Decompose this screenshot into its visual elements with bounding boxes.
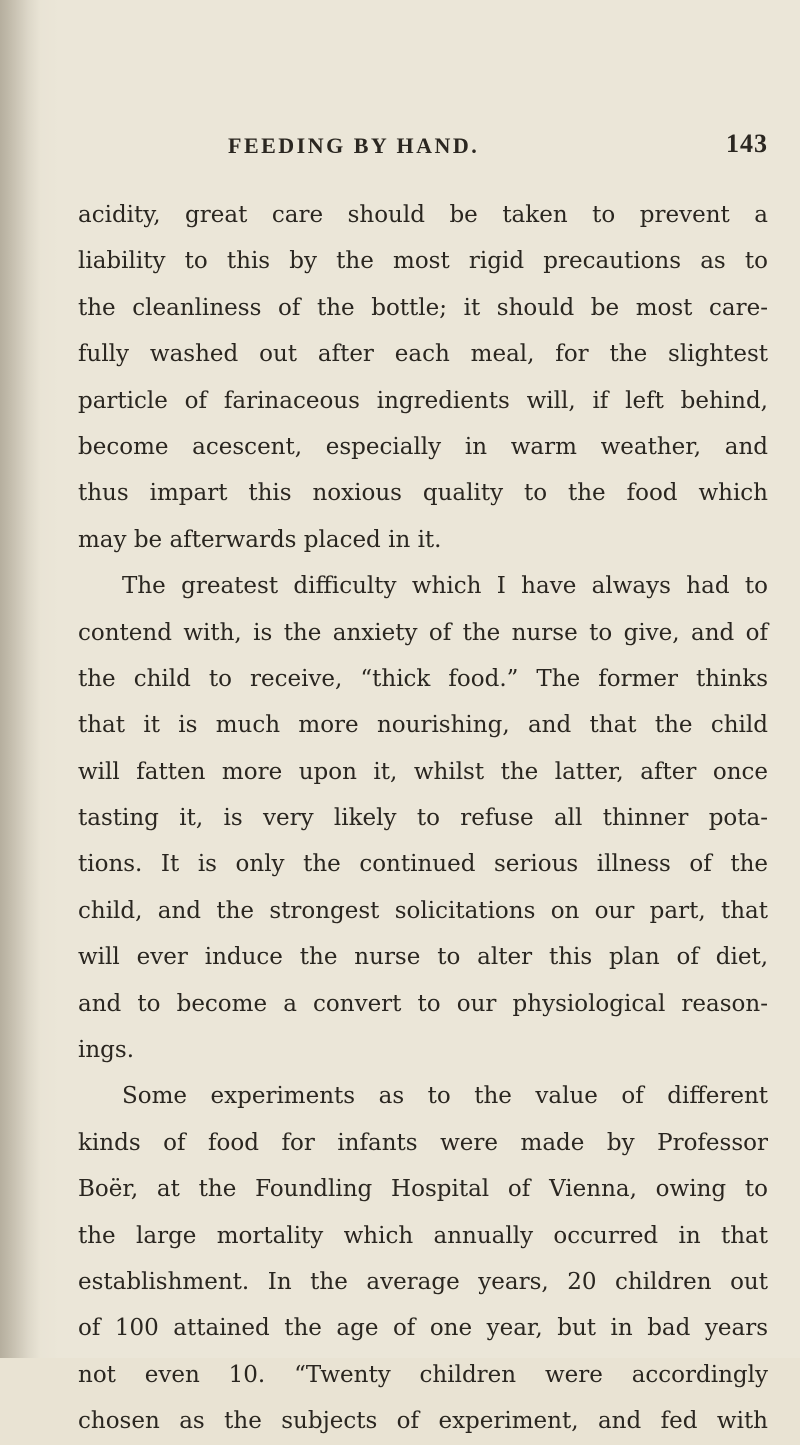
text-line: Some experiments as to the value of different <box>122 1083 768 1110</box>
running-head: FEEDING BY HAND. <box>228 133 480 158</box>
text-line: ings. <box>78 1037 135 1064</box>
text-line: acidity, great care should be taken to prevent a <box>78 202 768 228</box>
page-number: 143 <box>726 129 768 158</box>
text-line: liability to this by the most rigid precautions as to <box>78 248 768 275</box>
text-line: become acescent, especially in warm weather, and <box>78 433 768 460</box>
text-line: and to become a convert to our physiological reason- <box>78 990 768 1017</box>
text-line: tasting it, is very likely to refuse all thinner pota- <box>78 805 768 832</box>
page-header <box>228 129 768 163</box>
text-line: will fatten more upon it, whilst the latter, after once <box>78 758 768 785</box>
text-line: child, and the strongest solicitations on our part, that <box>78 897 768 924</box>
text-line: establishment. In the average years, 20 children out <box>78 1268 768 1295</box>
text-line: may be afterwards placed in it. <box>78 526 442 553</box>
gutter-shadow <box>0 0 40 1358</box>
text-line: not even 10. “Twenty children were accordingly <box>78 1361 768 1388</box>
text-line: kinds of food for infants were made by Professor <box>78 1129 768 1156</box>
text-line: contend with, is the anxiety of the nurse to give, and of <box>78 619 768 646</box>
text-line: fully washed out after each meal, for the slightest <box>78 341 768 368</box>
text-line: the large mortality which annually occurred in that <box>78 1222 768 1249</box>
body-text <box>78 192 768 1445</box>
text-line: particle of farinaceous ingredients will, if left behind, <box>78 387 768 414</box>
text-line: The greatest difficulty which I have always had to <box>122 573 768 600</box>
text-line: the child to receive, “thick food.” The former thinks <box>78 665 768 692</box>
text-line: will ever induce the nurse to alter this plan of diet, <box>78 944 768 971</box>
text-line: chosen as the subjects of experiment, and fed with <box>78 1408 768 1435</box>
text-line: thus impart this noxious quality to the food which <box>78 480 768 507</box>
text-line: of 100 attained the age of one year, but in bad years <box>78 1315 768 1342</box>
text-line: the cleanliness of the bottle; it should be most care- <box>78 294 768 321</box>
text-line: tions. It is only the continued serious illness of the <box>78 851 768 878</box>
text-line: Boër, at the Foundling Hospital of Vienna, owing to <box>78 1176 768 1203</box>
text-line: that it is much more nourishing, and that the child <box>78 712 768 739</box>
